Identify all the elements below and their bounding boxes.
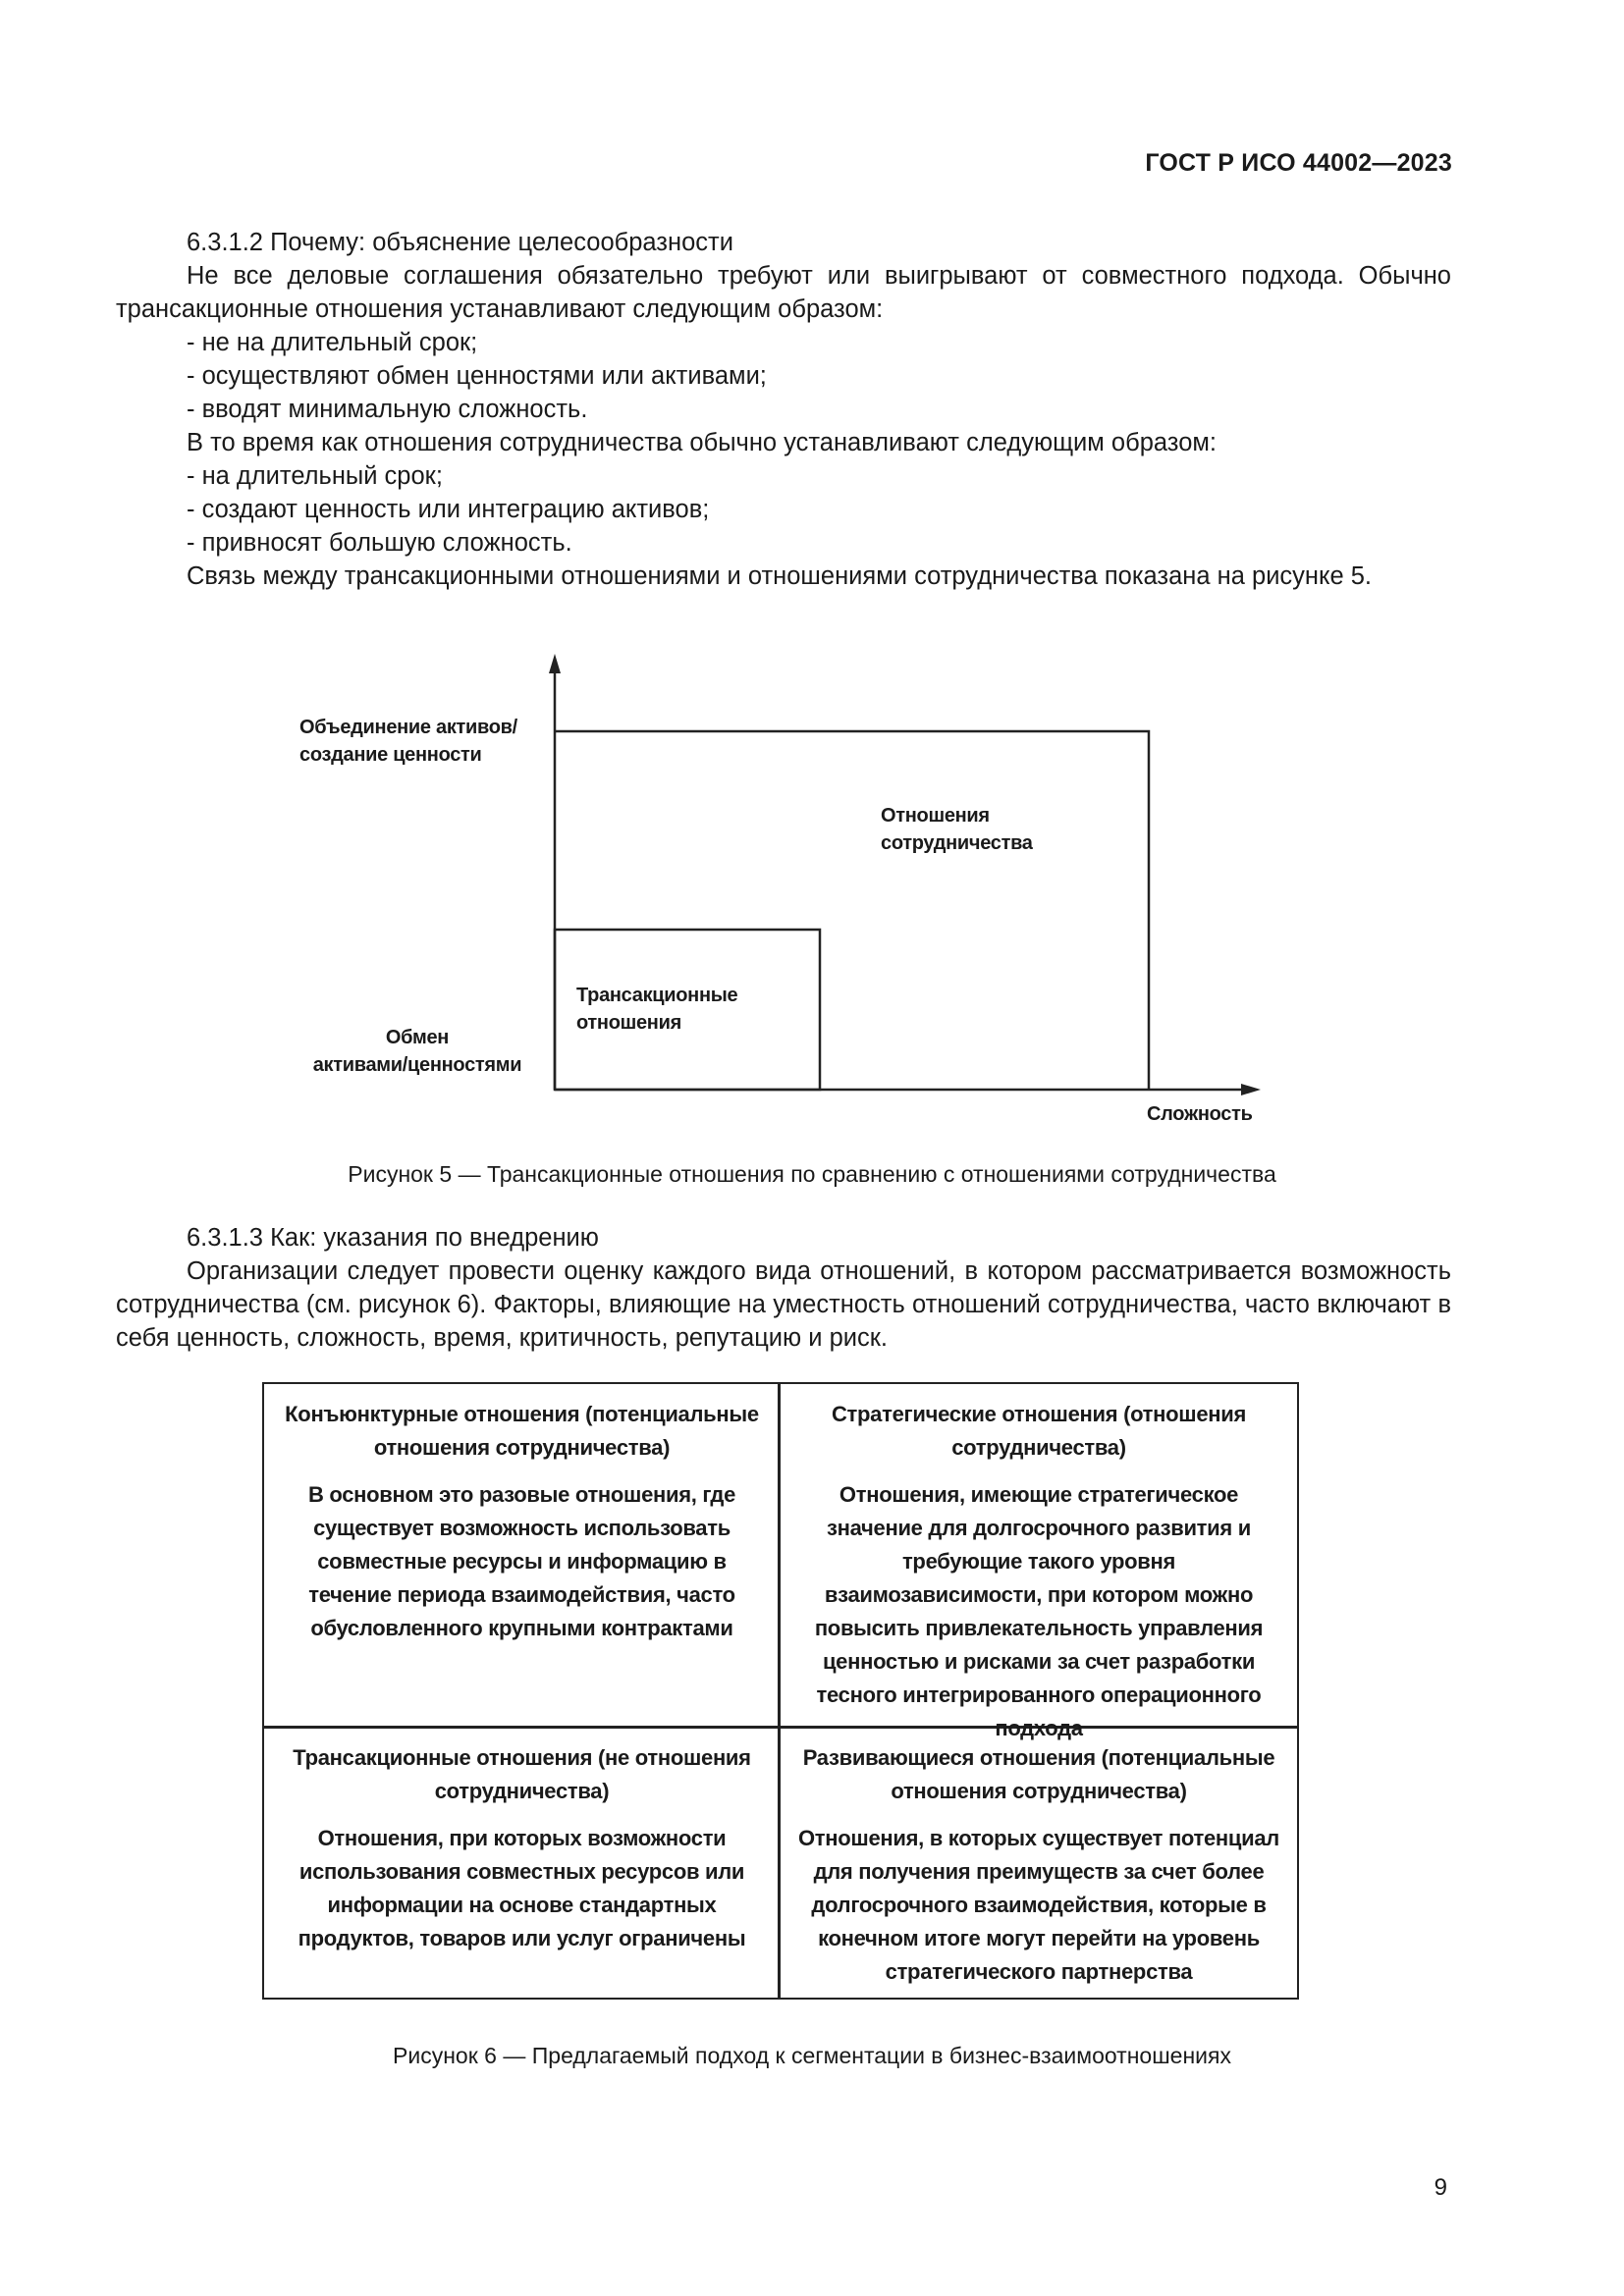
transactional-label xyxy=(576,982,737,1037)
list-item: - на длительный срок; xyxy=(187,462,443,490)
y-bottom-label-line: Обмен xyxy=(385,1027,450,1048)
collaboration-label-line: сотрудничества xyxy=(881,832,1033,854)
section-6-3-1-3 xyxy=(116,1221,1451,1355)
link-paragraph: Связь между трансакционными отношениями и отношениями сотрудничества показана на рисунке 5. xyxy=(187,562,1372,590)
collaboration-label xyxy=(881,802,1033,857)
cell-transactional xyxy=(264,1728,778,1998)
collab-intro: В то время как отношения сотрудничества обычно устанавливают следующим образом: xyxy=(187,429,1217,456)
transactional-label-line: отношения xyxy=(576,1012,681,1034)
cell-title: Трансакционные отношения (не отношения сотрудничества) xyxy=(293,1745,751,1803)
y-axis-bottom-label xyxy=(295,1024,540,1079)
y-top-label-line: Объединение активов/ xyxy=(299,717,517,738)
section-6-3-1-2 xyxy=(116,226,1451,593)
y-axis-top-label xyxy=(299,714,517,769)
list-item: - привносят большую сложность. xyxy=(187,529,572,557)
cell-body: Отношения, имеющие стратегическое значение для долгосрочного развития и требующие такого уровня взаимозависимости, при котором можно повысить привлекательность управления ценностью и рисками за счет разработки тесного интегрированного операционного подхода xyxy=(814,1482,1264,1740)
section-heading: 6.3.1.3 Как: указания по внедрению xyxy=(187,1224,599,1252)
list-item: - не на длительный срок; xyxy=(187,329,478,356)
figure-6-segmentation-grid xyxy=(262,1382,1299,2000)
intro-paragraph: Не все деловые соглашения обязательно требуют или выигрывают от совместного подхода. Обычно трансакционные отношения устанавливают следующим образом: xyxy=(116,262,1451,323)
figure-6-caption: Рисунок 6 — Предлагаемый подход к сегментации в бизнес-взаимоотношениях xyxy=(393,2043,1231,2068)
figure-5-diagram xyxy=(0,628,1624,1139)
cell-title: Развивающиеся отношения (потенциальные отношения сотрудничества) xyxy=(802,1745,1275,1803)
page-number: 9 xyxy=(1434,2174,1447,2201)
cell-body: Отношения, в которых существует потенциал для получения преимуществ за счет более долгосрочного взаимодействия, которые в конечном итоге могут перейти на уровень стратегического партнерства xyxy=(798,1826,1279,1984)
list-item: - осуществляют обмен ценностями или активами; xyxy=(187,362,767,390)
body-paragraph: Организации следует провести оценку каждого вида отношений, в котором рассматривается возможность сотрудничества (см. рисунок 6). Факторы, влияющие на уместность отношений сотрудничества, часто включают в себя ценность, сложность, время, критичность, репутацию и риск. xyxy=(116,1257,1451,1352)
transactional-label-line: Трансакционные xyxy=(576,985,738,1006)
cell-title: Конъюнктурные отношения (потенциальные отношения сотрудничества) xyxy=(285,1402,759,1460)
y-axis-arrow xyxy=(549,654,561,673)
figure-5-caption: Рисунок 5 — Трансакционные отношения по сравнению с отношениями сотрудничества xyxy=(348,1161,1276,1187)
cell-strategic xyxy=(780,1384,1298,1740)
x-axis-label: Сложность xyxy=(1147,1103,1253,1125)
cell-title: Стратегические отношения (отношения сотрудничества) xyxy=(831,1402,1247,1460)
section-heading: 6.3.1.2 Почему: объяснение целесообразности xyxy=(187,229,733,256)
y-bottom-label-line: активами/ценностями xyxy=(312,1054,522,1076)
y-top-label-line: создание ценности xyxy=(299,744,482,766)
cell-body: В основном это разовые отношения, где существует возможность использовать совместные ресурсы и информацию в течение периода взаимодействия, часто обусловленного крупными контрактами xyxy=(307,1482,736,1640)
cell-opportunistic xyxy=(264,1384,778,1726)
list-item: - создают ценность или интеграцию активов; xyxy=(187,496,710,523)
list-item: - вводят минимальную сложность. xyxy=(187,396,588,423)
document-id: ГОСТ Р ИСО 44002—2023 xyxy=(1145,149,1452,177)
cell-body: Отношения, при которых возможности использования совместных ресурсов или информации на основе стандартных продуктов, товаров или услуг ограничены xyxy=(298,1826,746,1950)
x-axis-arrow xyxy=(1241,1084,1261,1095)
cell-developing xyxy=(780,1728,1298,1998)
collaboration-label-line: Отношения xyxy=(881,805,990,827)
